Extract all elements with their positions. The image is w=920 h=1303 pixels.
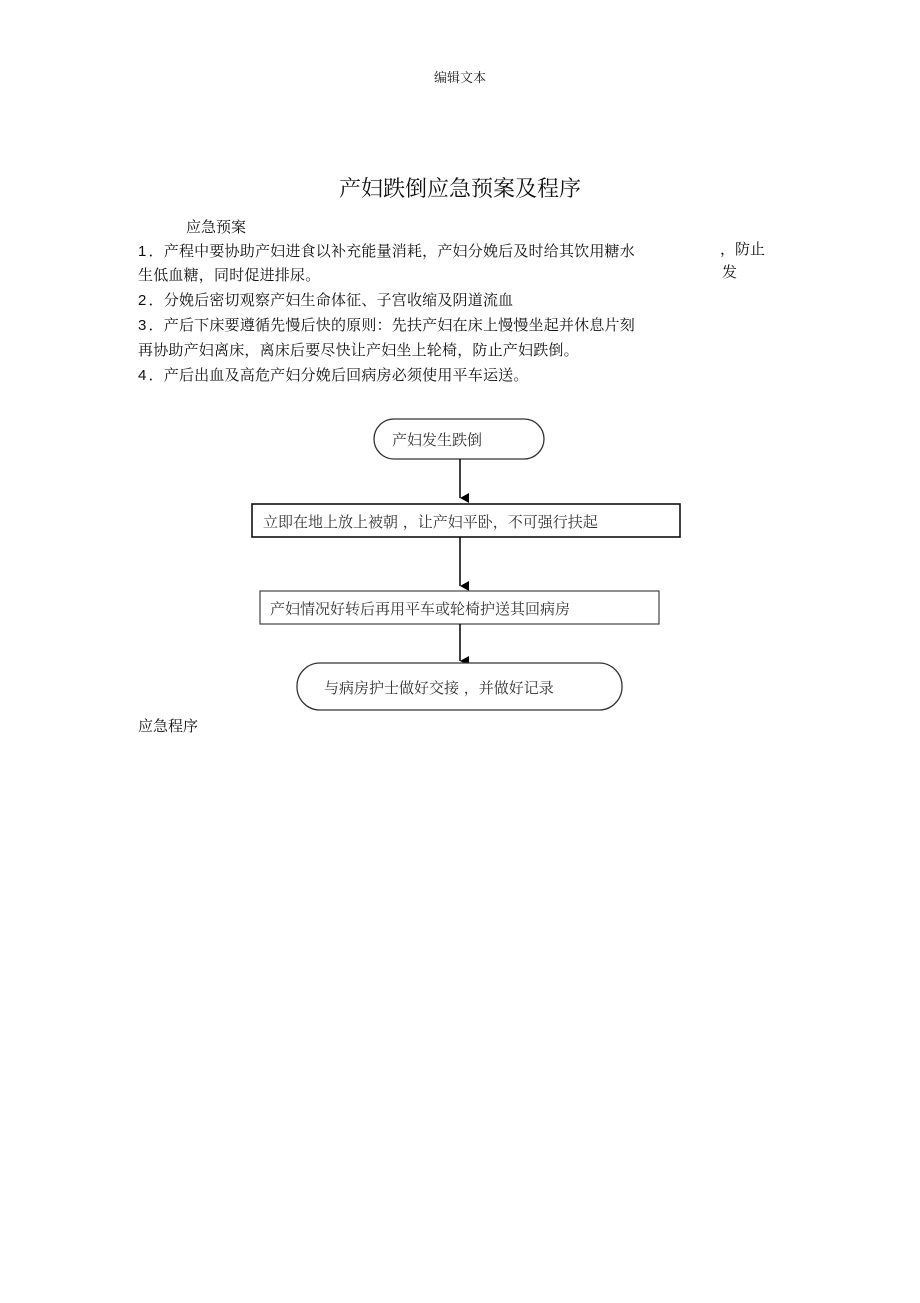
item-number: 1 [138, 243, 147, 260]
document-title: 产妇跌倒应急预案及程序 [338, 177, 581, 202]
item-text: ．产后出血及高危产妇分娩后回病房必须使用平车运送。 [148, 366, 529, 384]
side-text-2: 发 [722, 263, 738, 281]
flow-step-4-text: 与病房护士做好交接 ，并做好记录 [324, 679, 554, 697]
plan-item-3-cont: 再协助产妇离床，离床后要尽快让产妇坐上轮椅，防止产妇跌倒。 [138, 341, 579, 359]
section-heading-procedure: 应急程序 [138, 717, 199, 735]
item-number: 4 [138, 367, 147, 384]
item-number: 2 [138, 292, 147, 309]
item-text: ．分娩后密切观察产妇生命体征、子宫收缩及阴道流血 [148, 291, 514, 309]
flow-step-3-text: 产妇情况好转后再用平车或轮椅护送其回病房 [270, 600, 571, 618]
side-text-1: ，防止 [720, 240, 766, 258]
item-text: ．产程中要协助产妇进食以补充能量消耗，产妇分娩后及时给其饮用糖水 [148, 242, 635, 260]
item-text: ．产后下床要遵循先慢后快的原则：先扶产妇在床上慢慢坐起并休息片刻 [148, 316, 635, 334]
item-number: 3 [138, 317, 147, 334]
page-header: 编辑文本 [433, 71, 486, 86]
section-heading-plan: 应急预案 [186, 218, 247, 236]
flow-step-1-text: 产妇发生跌倒 [392, 431, 483, 449]
flow-step-2-text: 立即在地上放上被朝 ，让产妇平卧，不可强行扶起 [263, 513, 598, 531]
plan-item-1-cont: 生低血糖，同时促进排尿。 [138, 266, 321, 284]
